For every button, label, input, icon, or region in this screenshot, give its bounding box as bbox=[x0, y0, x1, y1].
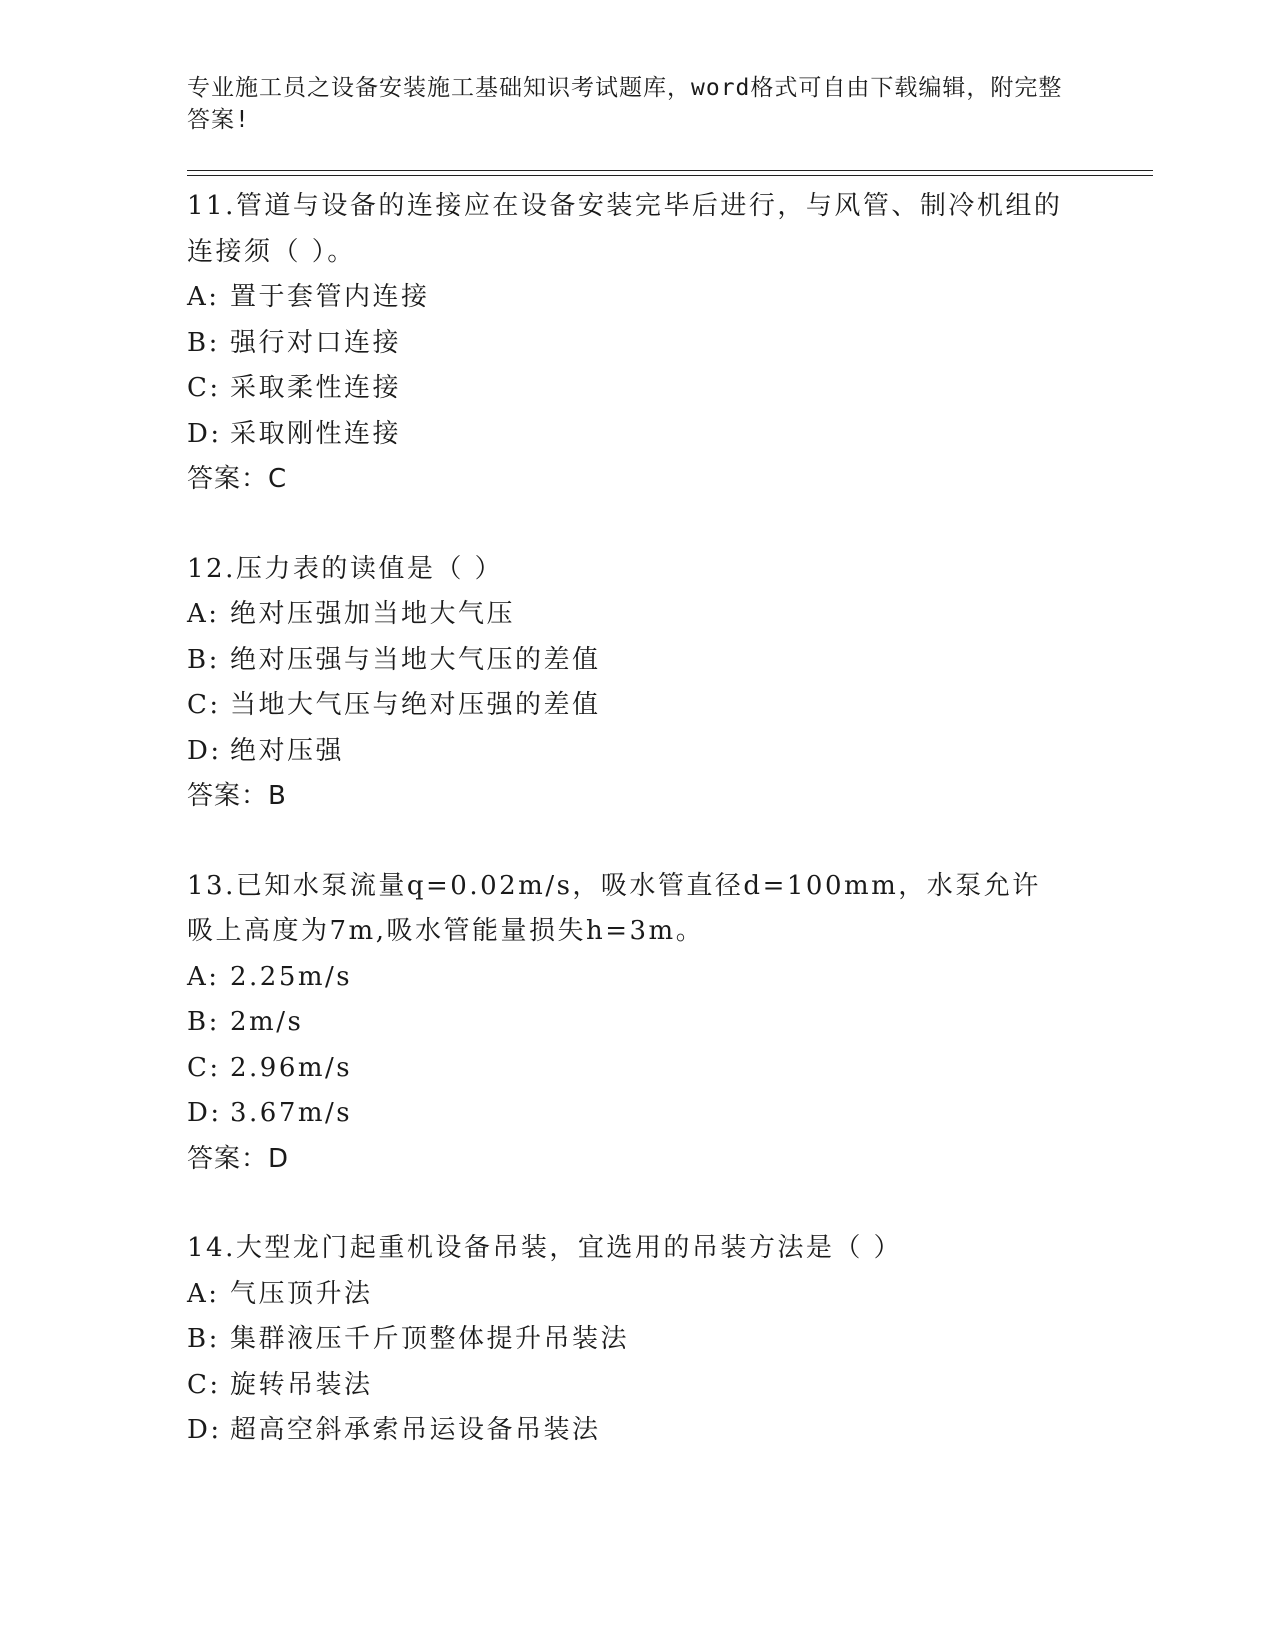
option-b bbox=[187, 638, 1153, 684]
question-13 bbox=[187, 864, 1153, 1183]
answer-value: B bbox=[268, 781, 287, 811]
option-text: 强行对口连接 bbox=[230, 327, 402, 358]
question-stem: 13.已知水泵流量q=0.02m/s，吸水管直径d=100mm，水泵允许吸上高度为7m,吸水管能量损失h=3m。 bbox=[187, 870, 1041, 946]
option-text: 当地大气压与绝对压强的差值 bbox=[230, 690, 601, 720]
question-stem: 14.大型龙门起重机设备吊装，宜选用的吊装方法是（ ） bbox=[187, 1233, 903, 1263]
option-b bbox=[187, 1317, 1153, 1363]
question-11 bbox=[187, 184, 1153, 503]
option-letter: A: bbox=[187, 1278, 220, 1309]
answer-value: C bbox=[268, 464, 288, 494]
option-b bbox=[187, 321, 1153, 367]
option-letter: B: bbox=[187, 644, 220, 675]
option-c bbox=[187, 366, 1153, 412]
option-a bbox=[187, 592, 1153, 638]
answer-line bbox=[187, 1137, 1153, 1183]
answer-line bbox=[187, 774, 1153, 820]
option-letter: B: bbox=[187, 1324, 220, 1354]
question-12 bbox=[187, 547, 1153, 820]
answer-label: 答案： bbox=[187, 1143, 269, 1174]
option-letter: A: bbox=[187, 599, 220, 629]
option-text: 2.96m/s bbox=[230, 1052, 353, 1083]
option-text: 旋转吊装法 bbox=[230, 1369, 373, 1400]
option-text: 气压顶升法 bbox=[230, 1278, 373, 1309]
option-letter: C: bbox=[187, 373, 221, 403]
option-text: 3.67m/s bbox=[230, 1098, 353, 1128]
option-text: 集群液压千斤顶整体提升吊装法 bbox=[230, 1324, 630, 1354]
option-c bbox=[187, 683, 1153, 729]
option-letter: B: bbox=[187, 327, 220, 358]
option-text: 超高空斜承索吊运设备吊装法 bbox=[230, 1415, 601, 1445]
option-letter: D: bbox=[187, 418, 222, 449]
header-divider bbox=[187, 170, 1153, 176]
option-a bbox=[187, 1272, 1153, 1318]
document-page bbox=[187, 72, 1153, 1498]
option-d bbox=[187, 412, 1153, 458]
option-d bbox=[187, 1091, 1153, 1137]
option-text: 采取刚性连接 bbox=[230, 418, 402, 449]
answer-label: 答案： bbox=[187, 464, 269, 494]
option-letter: A: bbox=[187, 282, 220, 312]
answer-label: 答案： bbox=[187, 781, 269, 811]
option-d bbox=[187, 1408, 1153, 1454]
option-letter: D: bbox=[187, 735, 222, 766]
option-text: 绝对压强 bbox=[230, 735, 345, 766]
question-stem: 12.压力表的读值是（ ） bbox=[187, 553, 504, 584]
option-letter: D: bbox=[187, 1415, 222, 1445]
option-letter: A: bbox=[187, 961, 220, 992]
option-letter: C: bbox=[187, 690, 221, 720]
option-c bbox=[187, 1046, 1153, 1092]
option-c bbox=[187, 1363, 1153, 1409]
answer-line bbox=[187, 457, 1153, 503]
option-text: 绝对压强加当地大气压 bbox=[230, 599, 516, 629]
option-text: 置于套管内连接 bbox=[230, 282, 430, 312]
question-list bbox=[187, 184, 1153, 1454]
question-14 bbox=[187, 1226, 1153, 1454]
option-text: 绝对压强与当地大气压的差值 bbox=[230, 644, 601, 675]
option-letter: C: bbox=[187, 1369, 221, 1400]
answer-value: D bbox=[268, 1143, 290, 1174]
option-d bbox=[187, 729, 1153, 775]
option-text: 2.25m/s bbox=[230, 961, 353, 992]
document-header: 专业施工员之设备安装施工基础知识考试题库，word格式可自由下载编辑，附完整答案! bbox=[187, 75, 1063, 133]
option-letter: B: bbox=[187, 1007, 220, 1037]
option-letter: C: bbox=[187, 1052, 221, 1083]
option-text: 采取柔性连接 bbox=[230, 373, 402, 403]
option-letter: D: bbox=[187, 1098, 222, 1128]
question-stem: 11.管道与设备的连接应在设备安装完毕后进行，与风管、制冷机组的连接须（ ）。 bbox=[187, 191, 1063, 267]
option-b bbox=[187, 1000, 1153, 1046]
option-a bbox=[187, 955, 1153, 1001]
option-a bbox=[187, 275, 1153, 321]
option-text: 2m/s bbox=[230, 1007, 304, 1037]
